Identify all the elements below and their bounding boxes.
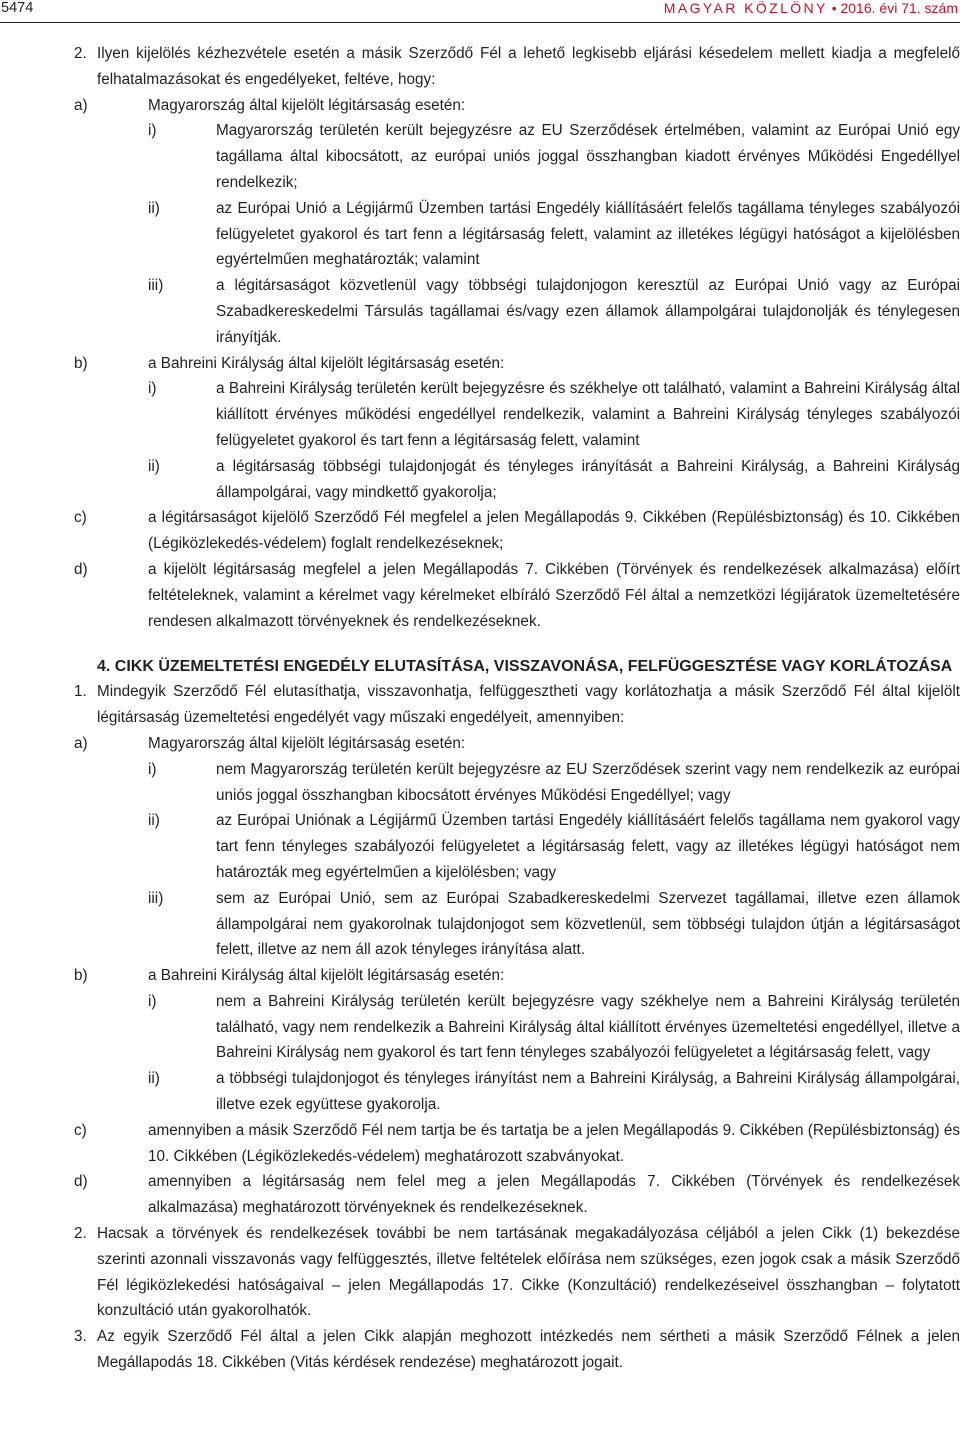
page-header [0, 0, 960, 24]
point-c [0, 1118, 960, 1170]
subpoint-i [0, 376, 960, 453]
point-a [0, 93, 960, 119]
subpoint-label: ii) [148, 457, 160, 475]
subpoint-iii [0, 886, 960, 963]
point-text: Magyarország által kijelölt légitársaság esetén: [148, 96, 466, 114]
point-d [0, 1169, 960, 1221]
subpoint-ii [0, 196, 960, 273]
article-heading: 4. CIKK ÜZEMELTETÉSI ENGEDÉLY ELUTASÍTÁSA, VISSZAVONÁSA, FELFÜGGESZTÉSE VAGY KORLÁTOZÁSA [97, 658, 953, 676]
subpoint-i [0, 118, 960, 195]
point-label: a) [74, 734, 88, 752]
paragraph-3 [0, 1324, 960, 1376]
point-d [0, 557, 960, 634]
paragraph-text: Hacsak a törvények és rendelkezések további be nem tartásának megakadályozása céljából a jelen Cikk (1) bekezdése szerinti azonnali visszavonás vagy felfüggesztés, illetve feltételek előírása nem szükséges, ezen jogok csak a másik Szerződő Fél légiközlekedési hatóságaival – jelen Megállapodás 17. Cikke (Konzultáció) rendelkezéseivel összhangban – folytatott konzultáció után gyakorolhatók. [97, 1225, 960, 1320]
subpoint-iii [0, 273, 960, 350]
point-text: a légitársaságot kijelölő Szerződő Fél megfelel a jelen Megállapodás 9. Cikkében (Repülésbiztonság) és 10. Cikkében (Légiközlekedés-védelem) foglalt rendelkezéseknek; [148, 509, 960, 553]
subpoint-text: nem a Bahreini Királyság területén került bejegyzésre vagy székhelye nem a Bahreini Királyság területén található, vagy nem rendelkezik a Bahreini Királyság által kiállított érvényes üzemeltetési engedéllyel, illetve a Bahreini Királyság nem gyakorol és tart fenn tényleges szabályozói felügyeletet a légitársaság felett, vagy [216, 992, 960, 1062]
paragraph-1 [0, 679, 960, 731]
subpoint-label: ii) [148, 199, 160, 217]
spacer [0, 634, 960, 654]
point-text: a Bahreini Királyság által kijelölt légitársaság esetén: [148, 967, 505, 985]
subpoint-ii [0, 1066, 960, 1118]
document-body [0, 41, 960, 1376]
paragraph-number: 3. [74, 1328, 87, 1346]
subpoint-label: ii) [148, 1070, 160, 1088]
subpoint-label: i) [148, 122, 157, 140]
paragraph-number: 2. [74, 45, 87, 62]
paragraph-text: Az egyik Szerződő Fél által a jelen Cikk alapján meghozott intézkedés nem sértheti a másik Szerződő Félnek a jelen Megállapodás 18. Cikkében (Vitás kérdések rendezése) meghatározott jogait. [97, 1328, 960, 1372]
point-a [0, 731, 960, 757]
subpoint-ii [0, 454, 960, 506]
subpoint-text: nem Magyarország területén került bejegyzésre az EU Szerződések szerint vagy nem rendelkezik az európai uniós joggal összhangban kibocsátott érvényes Működési Engedéllyel; vagy [216, 760, 960, 804]
paragraph-number: 1. [74, 683, 87, 701]
subpoint-label: iii) [148, 277, 164, 295]
issue-number: 2016. évi 71. szám [840, 0, 958, 16]
running-head [664, 0, 958, 16]
point-text: a kijelölt légitársaság megfelel a jelen Megállapodás 7. Cikkében (Törvények és rendelkezések alkalmazása) előírt feltételeknek, valamint a kérelmet vagy kérelmeket elbíráló Szerződő Fél által a nemzetközi légijáratok üzemeltetésére rendesen alkalmazott törvényeknek és rendelkezéseknek. [148, 560, 960, 630]
subpoint-i [0, 757, 960, 809]
point-text: amennyiben a másik Szerződő Fél nem tartja be és tartatja be a jelen Megállapodás 9. Cikkében (Repülésbiztonság) és 10. Cikkében (Légiközlekedés-védelem) meghatározott szabványokat. [148, 1121, 960, 1165]
subpoint-label: ii) [148, 812, 160, 830]
paragraph-2 [0, 41, 960, 93]
header-rule [0, 22, 960, 23]
subpoint-text: a többségi tulajdonjogot és tényleges irányítást nem a Bahreini Királyság, a Bahreini Királyság állampolgárai, illetve ezek együttese gyakorolja. [216, 1070, 960, 1114]
paragraph-number: 2. [74, 1225, 87, 1243]
point-b [0, 351, 960, 377]
subpoint-text: az Európai Uniónak a Légijármű Üzemben tartási Engedély kiállításáért felelős tagállama nem gyakorol vagy tart fenn tényleges szabályozói felügyeletet a légitársaság felett, vagy az illetékes légügyi hatóságot nem határozták meg egyértelműen a kijelölésben; vagy [216, 812, 960, 881]
point-text: amennyiben a légitársaság nem felel meg a jelen Megállapodás 7. Cikkében (Törvények és rendelkezések alkalmazása) meghatározott törvényeknek és rendelkezéseknek. [148, 1173, 960, 1217]
subpoint-text: a légitársaság többségi tulajdonjogát és tényleges irányítását a Bahreini Királyság, a Bahreini Királyság állampolgárai, vagy mindkettő gyakorolja; [216, 457, 960, 501]
subpoint-text: a légitársaságot közvetlenül vagy többségi tulajdonjogon keresztül az Európai Unió vagy az Európai Szabadkereskedelmi Társulás tagállamai és/vagy ezen államok állampolgárai tulajdonolják és ténylegesen irányítják. [216, 277, 960, 346]
subpoint-label: i) [148, 992, 157, 1010]
subpoint-text: az Európai Unió a Légijármű Üzemben tartási Engedély kiállításáért felelős tagállama tényleges szabályozói felügyeletet gyakorol és tart fenn a légitársaság felett, valamint az illetékes légügyi hatóságot a kijelölésben egyértelműen meghatározták; valamint [216, 199, 960, 269]
paragraph-text: Ilyen kijelölés kézhezvétele esetén a másik Szerződő Fél a lehető legkisebb eljárási késedelem mellett kiadja a megfelelő felhatalmazásokat és engedélyeket, feltéve, hogy: [97, 45, 960, 88]
subpoint-ii [0, 808, 960, 885]
point-label: b) [74, 354, 88, 372]
paragraph-2 [0, 1221, 960, 1324]
point-b [0, 963, 960, 989]
subpoint-text: a Bahreini Királyság területén került bejegyzésre és székhelye ott található, valamint a Bahreini Királyság által kiállított érvényes működési engedéllyel rendelkezik, valamint a Bahreini Királyság tényleges szabályozói felügyeletet gyakorol és tart fenn a légitársaság felett, valamint [216, 380, 960, 449]
subpoint-i [0, 989, 960, 1066]
point-text: Magyarország által kijelölt légitársaság esetén: [148, 734, 466, 752]
subpoint-label: iii) [148, 889, 164, 907]
point-text: a Bahreini Királyság által kijelölt légitársaság esetén: [148, 354, 505, 372]
bullet-separator: • [831, 0, 837, 16]
point-label: d) [74, 560, 88, 578]
point-c [0, 505, 960, 557]
page-number: 5474 [1, 0, 34, 16]
point-label: c) [74, 1121, 87, 1139]
subpoint-label: i) [148, 380, 157, 398]
point-label: a) [74, 96, 88, 114]
point-label: c) [74, 509, 87, 527]
subpoint-text: sem az Európai Unió, sem az Európai Szabadkereskedelmi Szervezet tagállamai, illetve ezen államok állampolgárai nem gyakorolnak tulajdonjogot sem közvetlenül, sem többségi tulajdon útján a légitársaságot felett, illetve az nem áll azok tényleges irányítása alatt. [216, 889, 960, 959]
paragraph-text: Mindegyik Szerződő Fél elutasíthatja, visszavonhatja, felfüggesztheti vagy korlátozhatja a másik Szerződő Fél által kijelölt légitársaság üzemeltetési engedélyét vagy műszaki engedélyeit, amennyiben: [97, 683, 960, 727]
point-label: d) [74, 1173, 88, 1191]
subpoint-text: Magyarország területén került bejegyzésre az EU Szerződések értelmében, valamint az Európai Unió egy tagállama által kibocsátott, az európai uniós joggal összhangban kiadott érvényes Működési Engedéllyel rendelkezik; [216, 122, 960, 191]
subpoint-label: i) [148, 760, 157, 778]
point-label: b) [74, 967, 88, 985]
publication-title: MAGYAR KÖZLÖNY [663, 0, 828, 16]
